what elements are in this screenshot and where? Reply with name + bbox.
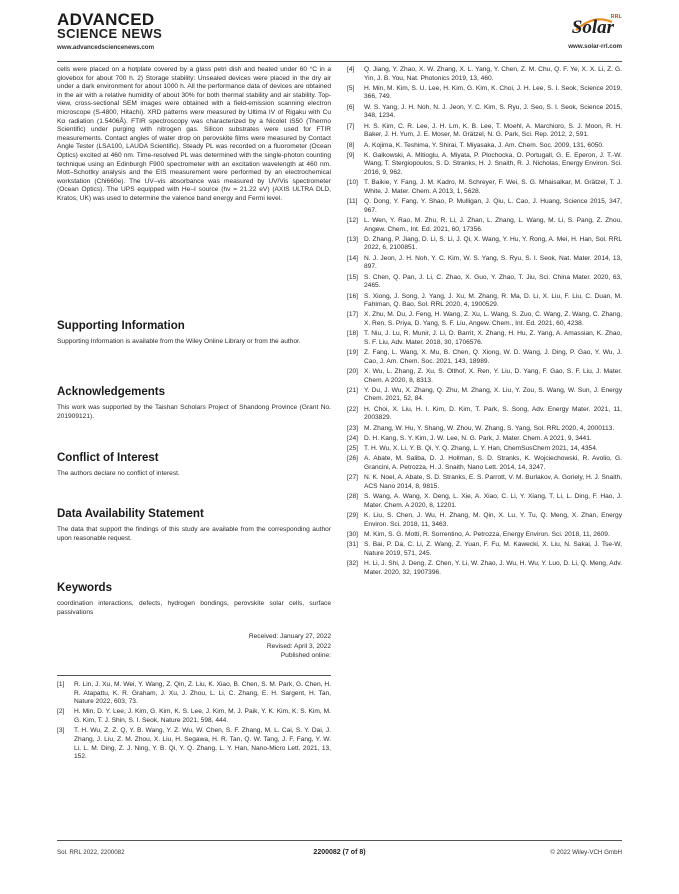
received-date: Received: January 27, 2022	[248, 633, 331, 640]
reference-item: [2] H. Min, D. Y. Lee, J. Kim, G. Kim, K. S. Lee, J. Kim, M. J. Paik, Y. K. Kim, K. S. Kim, M. G. Kim, T. J. Shin, S. I. Seok, Nature 2021, 598, 444.	[57, 708, 331, 725]
supporting-info-section	[57, 320, 331, 347]
supporting-info-text: Supporting Information is available from the Wiley Online Library or from the author.	[57, 338, 301, 345]
reference-item: [13] D. Zhang, P. Jiang, D. Li, S. Li, J. Qi, X. Wang, Y. Hu, Y. Rong, A. Mei, H. Han, Sol. RRL 2022, 6, 2100851.	[347, 235, 622, 252]
journal-url[interactable]: www.solar-rrl.com	[568, 43, 622, 50]
published-date: Published online:	[280, 652, 331, 659]
solar-rrl-logo	[570, 13, 622, 38]
left-column	[57, 66, 331, 204]
reference-item: [1] R. Lin, J. Xu, M. Wei, Y. Wang, Z. Qin, Z. Liu, K. Xiao, B. Chen, S. M. Park, G. Chen, H. R. Atapattu, K. R. Graham, J. Xu, J. Zhou, L. Li, C. Zhang, E. H. Sargent, H. Tan, Nature 2022, 603, 73.	[57, 681, 331, 706]
reference-item: [9] K. Galkowski, A. Mitioglu, A. Miyata, P. Plochocka, O. Portugall, G. E. Eperon, J. T.-W. Wang, T. Stergiopoulos, S. D. Stranks, H. J. Snaith, R. J. Nicholas, Energy Environ. Sci. 2016, 9, 962.	[347, 151, 622, 176]
data-availability-title: Data Availability Statement	[57, 508, 204, 520]
references-divider	[57, 675, 331, 676]
reference-item: [31] S. Bai, P. Da, C. Li, Z. Wang, Z. Yuan, F. Fu, M. Kawecki, X. Liu, N. Sakai, J. Tse-W, Nature 2019, 571, 245.	[347, 541, 622, 557]
data-availability-text: The data that support the findings of this study are available from the corresponding author upon reasonable request.	[57, 526, 331, 542]
reference-item: [25] T. H. Wu, X. Li, Y. B. Qi, Y. Q. Zhang, L. Y. Han, ChemSusChem 2021, 14, 4354.	[347, 445, 598, 453]
reference-item: [8] A. Kojima, K. Teshima, Y. Shirai, T. Miyasaka, J. Am. Chem. Soc. 2009, 131, 6050.	[347, 141, 604, 149]
reference-item: [16] S. Xiong, J. Song, J. Yang, J. Xu, M. Zhang, R. Ma, D. Li, X. Liu, F. Liu, C. Duan, M. Fahlman, Q. Bao, Sol. RRL 2020, 4, 1900529.	[347, 292, 622, 309]
references-left	[57, 681, 331, 763]
reference-item: [27] N. K. Noel, A. Abate, S. D. Stranks, E. S. Parrott, V. M. Burlakov, A. Goriely, H. J. Snaith, ACS Nano 2014, 8, 9815.	[347, 474, 622, 490]
reference-item: [32] H. Li, J. Shi, J. Deng, Z. Chen, Y. Li, W. Zhao, J. Wu, H. Wu, Y. Luo, D. Li, Q. Meng, Adv. Mater. 2020, 32, 1907396.	[347, 560, 622, 576]
acknowledgements-section	[57, 386, 331, 421]
reference-item: [4] Q. Jiang, Y. Zhao, X. W. Zhang, X. L. Yang, Y. Chen, Z. M. Chu, Q. F. Ye, X. X. Li, Z. G. Yin, J. B. You, Nat. Photonics 2019, 13, 460.	[347, 66, 622, 82]
data-availability-section	[57, 508, 331, 543]
acknowledgements-text: This work was supported by the Taishan Scholars Project of Shandong Province (Grant No. 201909121).	[57, 404, 331, 420]
article-dates	[57, 632, 331, 661]
reference-item: [22] H. Choi, X. Liu, H. I. Kim, D. Kim, T. Park, S. Song, Adv. Energy Mater. 2021, 11, 2003829.	[347, 405, 622, 422]
footer-copyright: © 2022 Wiley-VCH GmbH	[550, 849, 622, 856]
rrl-logo-tag: RRL	[610, 14, 622, 20]
footer-page-number: 2200082 (7 of 8)	[313, 849, 366, 856]
reference-item: [3] T. H. Wu, Z. Z. Q, Y. B. Wang, Y. Z. Wu, W. Chen, S. F. Zhang, M. L. Cai, S. Y. Dai, J. Zhang, J. Liu, Z. M. Zhou, X. Liu, H. Segawa, H. R. Tan, Q. W. Tang, J. F. Fang, Y. W. Li, L. M. Ding, Z. J. Ning, Y. B. Qi, Y. Q. Zhang, L. Y. Han, Nano-Micro Lett. 2021, 13, 152.	[57, 727, 331, 761]
conflict-text: The authors declare no conflict of interest.	[57, 470, 180, 477]
references-right	[347, 66, 622, 579]
supporting-info-title: Supporting Information	[57, 320, 185, 332]
methods-paragraph: cells were placed on a hotplate covered by a glass petri dish and heated under 60 °C in a glovebox for about 700 h. 2) Storage stability: Unsealed devices were placed in the dry air under a dark environment for about 1000 h. All the performance data of devices are obtained in the air with a relative humidity of about 30% for both thermal stability and air stability. Top-view, cross-sectional SEM images were obtained with a field-emission scanning electron microscope (S-4800, Hitachi). XRD patterns were measured by Ultima IV of Rigaku with Cu Kα radiation (1.5406Å). FTIR spectroscopy was characterized by a Nicolet iS50 (Thermo Scientific) under purging with nitrogen gas. Silicon substrates were used for FTIR measurements. Contact angles of water drop on perovskite films were measured by Contact Angle Tester (LSA100, LAUDA Scientific). Steady PL was recorded on a fluorometer (Ocean Optics) excited at 460 nm. Time-resolved PL was determined with the single-photon counting technique using an Edinburgh F900 spectrometer with an excitation wavelength at 460 nm. Mott–Schottky analysis and the EIS measurement were performed by an electrochemical workstation (Chi660e). The UV–vis absorbance was measured by UV/Vis spectrometer (Ocean Optics). The UPS equipped with He–I source (hν = 21.22 eV) (AXIS ULTRA DLD, Kratos, UK) was used to determine the valence band energy and Fermi level.	[57, 66, 331, 202]
reference-item: [10] T. Baikie, Y. Fang, J. M. Kadro, M. Schreyer, F. Wei, S. G. Mhaisalkar, M. Grätzel, T. J. White, J. Mater. Chem. A 2013, 1, 5628.	[347, 179, 622, 195]
revised-date: Revised: April 3, 2022	[266, 642, 331, 650]
acknowledgements-title: Acknowledgements	[57, 386, 165, 398]
footer-divider	[57, 840, 622, 841]
solar-logo-word: Solar	[571, 17, 614, 38]
footer-citation: Sol. RRL 2022, 2200082	[57, 849, 125, 856]
publisher-url[interactable]: www.advancedsciencenews.com	[57, 44, 155, 51]
journal-header-left	[57, 10, 163, 51]
reference-item: [18] T. Niu, J. Lu, R. Munir, J. Li, D. Barrit, X. Zhang, H. Hu, Z. Yang, A. Amassian, K. Zhao, S. F. Liu, Adv. Mater. 2018, 30, 1706576.	[347, 330, 622, 346]
reference-item: [23] M. Zhang, W. Hu, Y. Shang, W. Zhou, W. Zhang, S. Yang, Sol. RRL 2020, 4, 2000113.	[347, 424, 615, 432]
reference-item: [19] Z. Fang, L. Wang, X. Mu, B. Chen, Q. Xiong, W. D. Wang, J. Ding, P. Gao, Y. Wu, J. Cao, J. Am. Chem. Soc. 2021, 143, 18989.	[347, 349, 622, 365]
reference-item: [20] X. Wu, L. Zhang, Z. Xu, S. Olthof, X. Ren, Y. Liu, D. Yang, F. Gao, S. F. Liu, J. Mater. Chem. A 2020, 8, 8313.	[347, 368, 622, 384]
reference-item: [24] D. H. Kang, S. Y. Kim, J. W. Lee, N. G. Park, J. Mater. Chem. A 2021, 9, 3441.	[347, 434, 592, 442]
reference-item: [12] L. Wen, Y. Rao, M. Zhu, R. Li, J. Zhan, L. Zhang, L. Wang, M. Li, S. Pang, Z. Zhou, Angew. Chem., Int. Ed. 2021, 60, 17356.	[347, 217, 622, 233]
keywords-text: coordination interactions, defects, hydrogen bondings, perovskite solar cells, surface passivations	[57, 600, 331, 616]
reference-item: [14] N. J. Jeon, J. H. Noh, Y. C. Kim, W. S. Yang, S. Ryu, S. I. Seok, Nat. Mater. 2014, 13, 897.	[347, 254, 622, 271]
conflict-section	[57, 452, 331, 479]
reference-item: [7] H. S. Kim, C. R. Lee, J. H. Lm, K. B. Lee, T. Moehl, A. Marchioro, S. J. Moon, R. H. Baker, J. H. Yum, J. E. Moser, M. Grätzel, N. G. Park, Sci. Rep. 2012, 2, 591.	[347, 122, 622, 139]
brand-advanced: ADVANCED	[57, 10, 155, 29]
reference-item: [11] Q. Dong, Y. Fang, Y. Shao, P. Mulligan, J. Qiu, L. Cao, J. Huang, Science 2015, 347, 967.	[347, 198, 622, 214]
reference-item: [17] X. Zhu, M. Du, J. Feng, H. Wang, Z. Xu, L. Wang, S. Zuo, C. Wang, Z. Wang, C. Zhang, X. Ren, S. Priya, D. Yang, S. F. Liu, Angew. Chem., Int. Ed. 2021, 60, 4238.	[347, 311, 622, 327]
reference-item: [26] A. Abate, M. Saliba, D. J. Hollman, S. D. Stranks, K. Wojciechowski, R. Avolio, G. Grancini, A. Petrozza, H. J. Snaith, Nano Lett. 2014, 14, 3247.	[347, 455, 622, 472]
reference-item: [21] Y. Du, J. Wu, X. Zhang, Q. Zhu, M. Zhang, X. Liu, Y. Zou, S. Wang, W. Sun, J. Energy Chem. 2021, 52, 84.	[347, 386, 622, 403]
reference-item: [29] K. Liu, S. Chen, J. Wu, H. Zhang, M. Qin, X. Lu, Y. Tu, Q. Meng, X. Zhan, Energy Environ. Sci. 2018, 11, 3463.	[347, 512, 622, 528]
reference-item: [5] H. Min, M. Kim, S. U. Lee, H. Kim, G. Kim, K. Choi, J. H. Lee, S. I. Seok, Science 2019, 366, 749.	[347, 84, 622, 101]
keywords-section	[57, 582, 331, 617]
conflict-title: Conflict of Interest	[57, 452, 159, 464]
journal-header-right	[568, 13, 622, 50]
reference-item: [30] M. Kim, S. G. Motti, R. Sorrentino, A. Petrozza, Energy Environ. Sci. 2018, 11, 2609.	[347, 530, 610, 538]
brand-science-news: SCIENCE NEWS	[57, 26, 163, 41]
header-divider	[57, 61, 622, 62]
reference-item: [6] W. S. Yang, J. H. Noh, N. J. Jeon, Y. C. Kim, S. Ryu, J. Seo, S. I. Seok, Science 2015, 348, 1234.	[347, 103, 622, 120]
keywords-title: Keywords	[57, 582, 112, 594]
reference-item: [28] S. Wang, A. Wang, X. Deng, L. Xie, A. Xiao, C. Li, Y. Xiang, T. Li, L. Ding, F. Hao, J. Mater. Chem. A 2020, 8, 12201.	[347, 493, 622, 509]
reference-item: [15] S. Chen, Q. Pan, J. Li, C. Zhao, X. Guo, Y. Zhao, T. Jiu, Sci. China Mater. 2020, 63, 2465.	[347, 273, 622, 290]
